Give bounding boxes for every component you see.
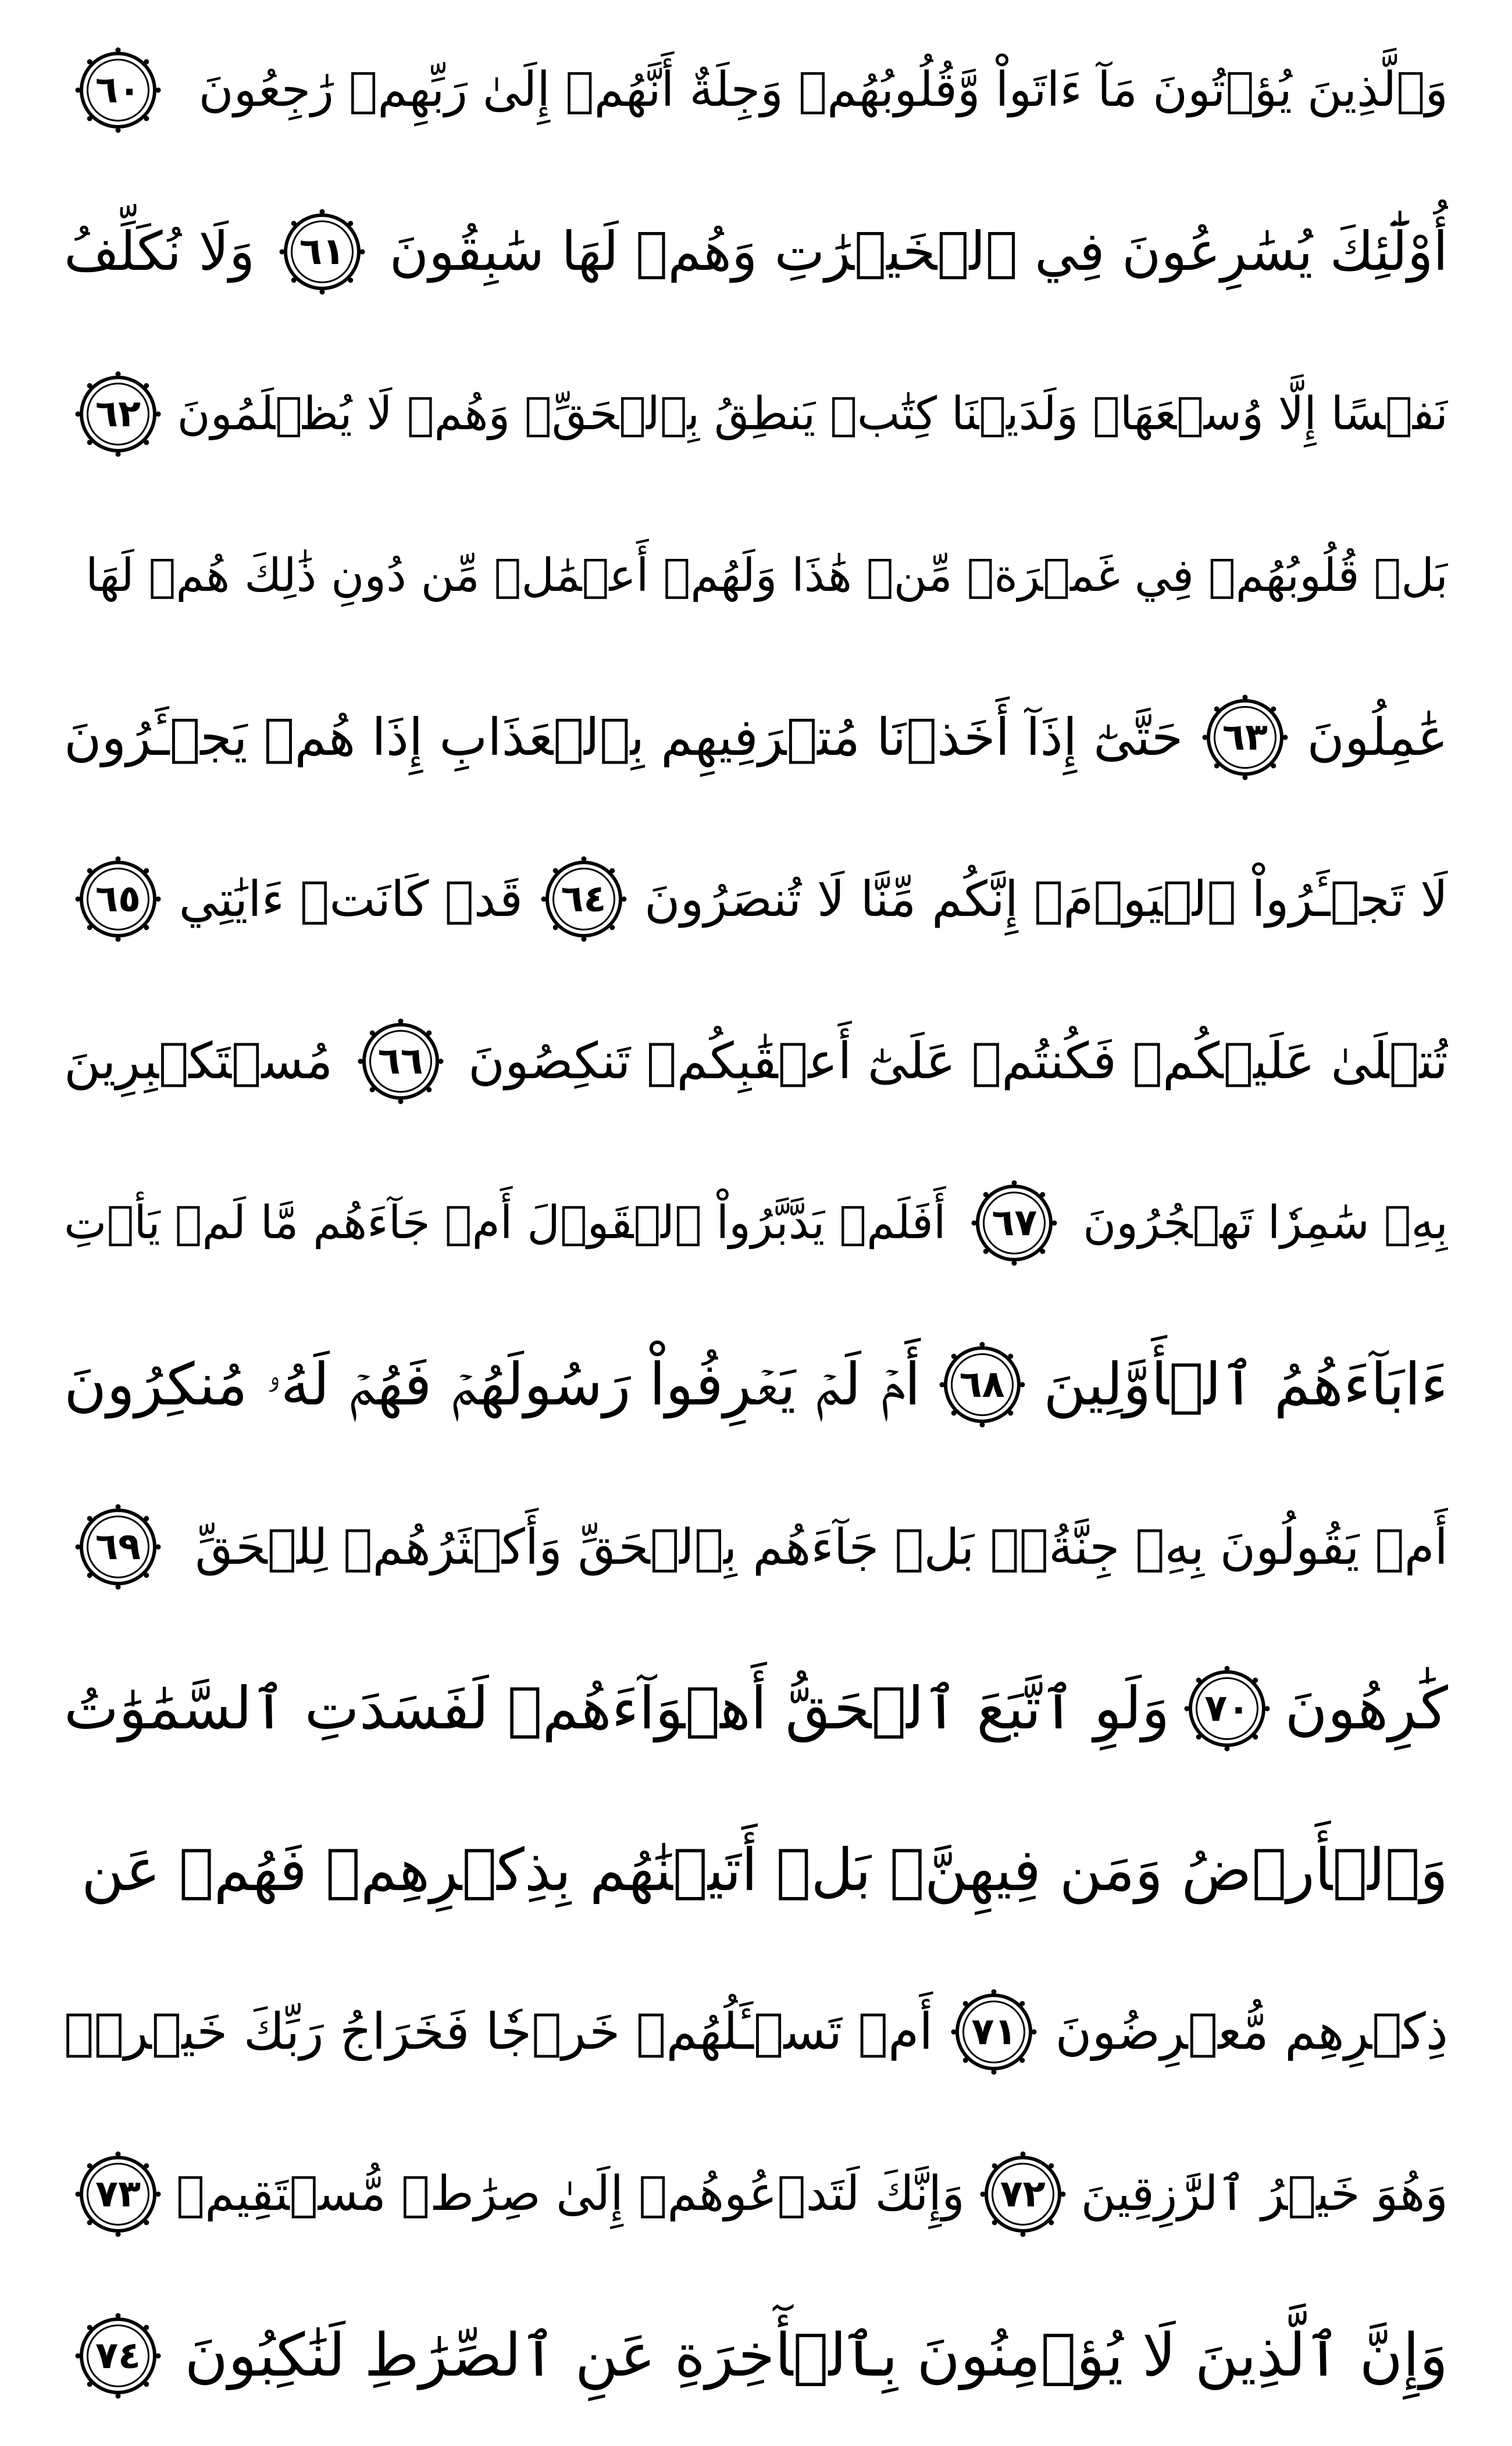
verse-text: أُوْلَٰٓئِكَ يُسَٰرِعُونَ فِي ٱلۡخَيۡرَٰتِ وَهُمۡ لَهَا سَٰبِقُونَ (389, 220, 1448, 283)
ayah-number-marker (74, 1503, 162, 1591)
ayah-number-marker (540, 855, 627, 943)
ayah-number: ٦٢ (95, 392, 141, 436)
ayah-number: ٧١ (971, 2010, 1017, 2054)
text-line (64, 665, 1448, 810)
ayah-number: ٧٠ (1204, 1686, 1250, 1730)
ayah-number-marker (279, 208, 366, 295)
ayah-number-marker (74, 855, 162, 943)
ayah-number-marker (74, 2151, 162, 2238)
verse-text: أَمۡ يَقُولُونَ بِهِۦ جِنَّةُۢۚ بَلۡ جَآءَهُم بِٱلۡحَقِّ وَأَكۡثَرُهُمۡ لِلۡحَقِّ (195, 1518, 1448, 1575)
ayah-number-marker (74, 47, 162, 134)
verse-text: ءَابَآءَهُمُ ٱلۡأَوَّلِينَ (1043, 1350, 1448, 1419)
verse-text: قَدۡ كَانَتۡ ءَايَٰتِي (179, 871, 523, 928)
ayah-number-marker (950, 1988, 1037, 2076)
verse-text: بَلۡ قُلُوبُهُمۡ فِي غَمۡرَةٖ مِّنۡ هَٰذَا وَلَهُمۡ أَعۡمَٰلٞ مِّن دُونِ ذَٰلِكَ هُمۡ لَهَا (85, 549, 1448, 602)
text-line (64, 341, 1448, 487)
verse-text: مُسۡتَكۡبِرِينَ (64, 1032, 333, 1090)
ayah-number: ٦٧ (992, 1201, 1037, 1245)
text-line (64, 989, 1448, 1134)
text-line (64, 1474, 1448, 1620)
text-line (64, 826, 1448, 972)
verse-text: وَٱلَّذِينَ يُؤۡتُونَ مَآ ءَاتَواْ وَّقُلُوبُهُمۡ وَجِلَةٌ أَنَّهُمۡ إِلَىٰ رَبِّهِمۡ رَٰجِعُونَ (198, 62, 1448, 117)
verse-text: كَٰرِهُونَ (1285, 1674, 1448, 1742)
ayah-number: ٦٣ (1222, 716, 1268, 760)
text-line (64, 17, 1448, 163)
ayah-number: ٦٦ (377, 1039, 423, 1083)
text-line (64, 1312, 1448, 1457)
ayah-number: ٦٤ (561, 878, 607, 921)
verse-text: ذِكۡرِهِم مُّعۡرِضُونَ (1055, 2003, 1448, 2062)
text-line (64, 1150, 1448, 1296)
verse-text: وَإِنَّ ٱلَّذِينَ لَا يُؤۡمِنُونَ بِٱلۡأٓخِرَةِ عَنِ ٱلصِّرَٰطِ لَنَٰكِبُونَ (184, 2320, 1448, 2390)
verse-text: لَا تَجۡـَٔرُواْ ٱلۡيَوۡمَۖ إِنَّكُم مِّنَّا لَا تُنصَرُونَ (644, 871, 1448, 928)
ayah-number-marker (979, 2151, 1067, 2238)
text-line (64, 1798, 1448, 1943)
verse-text: أَمۡ لَمۡ يَعۡرِفُواْ رَسُولَهُمۡ فَهُمۡ لَهُۥ مُنكِرُونَ (64, 1350, 921, 1419)
verse-text: نَفۡسًا إِلَّا وُسۡعَهَاۖ وَلَدَيۡنَا كِتَٰبٞ يَنطِقُ بِٱلۡحَقِّۚ وَهُمۡ لَا يُظۡلَمُونَ (177, 387, 1448, 440)
ayah-number-marker (357, 1018, 444, 1105)
text-line (64, 503, 1448, 648)
verse-text: حَتَّىٰٓ إِذَآ أَخَذۡنَا مُتۡرَفِيهِم بِٱلۡعَذَابِ إِذَا هُمۡ يَجۡـَٔرُونَ (64, 707, 1183, 768)
ayah-number-marker (1201, 694, 1289, 781)
ayah-number: ٧٤ (95, 2334, 141, 2377)
verse-text: وَهُوَ خَيۡرُ ٱلرَّٰزِقِينَ (1080, 2166, 1448, 2222)
ayah-number-marker (74, 2312, 162, 2399)
ayah-number: ٧٢ (1000, 2172, 1046, 2216)
text-line (64, 2121, 1448, 2267)
ayah-number: ٦٩ (95, 1525, 141, 1568)
verse-text: وَلَا نُكَلِّفُ (64, 220, 255, 283)
ayah-number-marker (74, 370, 162, 458)
text-line (64, 1959, 1448, 2105)
verse-text: وَلَوِ ٱتَّبَعَ ٱلۡحَقُّ أَهۡوَآءَهُمۡ لَفَسَدَتِ ٱلسَّمَٰوَٰتُ (64, 1674, 1170, 1742)
ayah-number-marker (971, 1179, 1058, 1267)
ayah-number: ٦٨ (959, 1363, 1005, 1407)
text-line (64, 179, 1448, 325)
verse-text: تُتۡلَىٰ عَلَيۡكُمۡ فَكُنتُمۡ عَلَىٰٓ أَعۡقَٰبِكُمۡ تَنكِصُونَ (468, 1032, 1448, 1090)
verse-text: بِهِۦ سَٰمِرٗا تَهۡجُرُونَ (1083, 1196, 1448, 1249)
text-line (64, 1636, 1448, 1781)
ayah-number: ٦٥ (95, 878, 141, 921)
verse-text: عَٰمِلُونَ (1307, 707, 1448, 768)
verse-text: وَٱلۡأَرۡضُ وَمَن فِيهِنَّۚ بَلۡ أَتَيۡنَٰهُم بِذِكۡرِهِمۡ فَهُمۡ عَن (81, 1836, 1448, 1905)
verse-text: وَإِنَّكَ لَتَدۡعُوهُمۡ إِلَىٰ صِرَٰطٖ مُّسۡتَقِيمٖ (176, 2166, 965, 2222)
ayah-number: ٦٠ (95, 69, 141, 112)
ayah-number-marker (939, 1341, 1026, 1428)
ayah-number-marker (1183, 1665, 1271, 1752)
verse-text: أَمۡ تَسۡـَٔلُهُمۡ خَرۡجٗا فَخَرَاجُ رَبِّكَ خَيۡرٞۖ (64, 2003, 933, 2062)
verse-text: أَفَلَمۡ يَدَّبَّرُواْ ٱلۡقَوۡلَ أَمۡ جَآءَهُم مَّا لَمۡ يَأۡتِ (64, 1196, 946, 1249)
text-lines (64, 17, 1448, 2429)
ayah-number: ٦١ (299, 230, 345, 274)
text-line (64, 2283, 1448, 2429)
ayah-number: ٧٣ (95, 2172, 141, 2216)
